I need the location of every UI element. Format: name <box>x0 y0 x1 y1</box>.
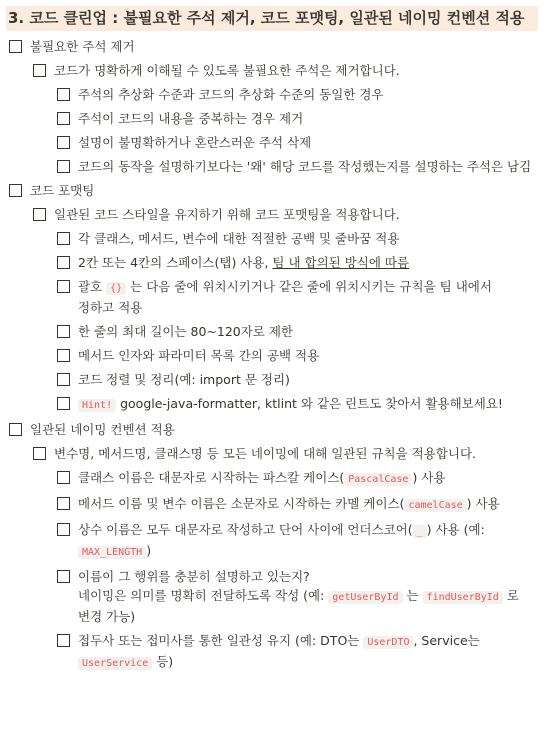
todo-item <box>0 392 544 418</box>
text-segment: 2칸 또는 4칸의 스페이스(탭) 사용, <box>78 255 273 270</box>
checkbox[interactable] <box>57 112 70 125</box>
todo-label: 코드의 동작을 설명하기보다는 '왜' 해당 코드를 작성했는지를 설명하는 주석은 남김 <box>78 159 532 174</box>
todo-item <box>0 442 544 466</box>
todo-label: 일관된 코드 스타일을 유지하기 위해 코드 포맷팅을 적용합니다. <box>54 207 400 222</box>
text-segment: 상수 이름은 모두 대문자로 작성하고 단어 사이에 언더스코어( <box>78 522 413 537</box>
checkbox[interactable] <box>9 184 22 197</box>
todo-item <box>0 565 544 629</box>
todo-label <box>78 394 532 415</box>
text-segment: 로 변경 가능) <box>78 588 519 624</box>
todo-label: 변수명, 메서드명, 클래스명 등 모든 네이밍에 대해 일관된 규칙을 적용합니다. <box>54 446 477 461</box>
todo-item <box>0 344 544 368</box>
text-segment: 괄호 <box>78 279 107 294</box>
text-segment: 메서드 이름 및 변수 이름은 소문자로 시작하는 카멜 케이스( <box>78 496 405 511</box>
todo-label <box>78 520 532 562</box>
todo-item <box>0 155 544 179</box>
checkbox[interactable] <box>57 570 70 583</box>
todo-label <box>78 277 532 317</box>
checkbox[interactable] <box>57 373 70 386</box>
checkbox[interactable] <box>57 471 70 484</box>
todo-label <box>78 253 532 272</box>
todo-label <box>78 494 532 515</box>
todo-item <box>0 59 544 83</box>
text-segment: ) 사용 <box>466 496 500 511</box>
underlined-text: 팀 내 합의된 방식에 따름 <box>272 255 410 270</box>
checkbox[interactable] <box>57 497 70 510</box>
todo-label: 일관된 네이밍 컨벤션 적용 <box>30 422 175 437</box>
todo-label: 한 줄의 최대 길이는 80~120자로 제한 <box>78 324 294 339</box>
checkbox[interactable] <box>57 88 70 101</box>
text-segment: 클래스 이름은 대문자로 시작하는 파스칼 케이스( <box>78 470 345 485</box>
checkbox[interactable] <box>9 423 22 436</box>
inline-code: camelCase <box>404 499 466 512</box>
todo-item <box>0 131 544 155</box>
todo-item <box>0 107 544 131</box>
section-code-formatting <box>0 179 544 418</box>
text-segment: , Service는 <box>413 633 480 648</box>
section-remove-comments <box>0 35 544 179</box>
text-segment: 등) <box>152 654 174 669</box>
inline-code: {} <box>106 282 126 295</box>
todo-item <box>0 227 544 251</box>
text-segment: ) <box>146 543 152 558</box>
text-segment: google-java-formatter, ktlint 와 같은 린트도 찾아서 활용해보세요! <box>116 396 503 411</box>
checkbox[interactable] <box>57 136 70 149</box>
inline-code: findUserById <box>423 591 503 604</box>
inline-code: UserService <box>78 657 152 670</box>
page-title: 3. 코드 클린업 : 불필요한 주석 제거, 코드 포맷팅, 일관된 네이밍 컨벤션 적용 <box>6 6 538 31</box>
todo-label <box>78 631 532 673</box>
todo-item <box>0 492 544 518</box>
checkbox[interactable] <box>57 160 70 173</box>
todo-item <box>0 179 544 203</box>
checkbox[interactable] <box>33 64 46 77</box>
text-segment: 는 다음 줄에 위치시키거나 같은 줄에 위치시키는 규칙을 팀 내에서 정하고 적용 <box>78 279 492 315</box>
text-segment: 네이밍은 의미를 명확히 전달하도록 작성 (예: <box>78 588 329 603</box>
checkbox[interactable] <box>33 447 46 460</box>
todo-item <box>0 418 544 442</box>
todo-label <box>78 567 532 626</box>
todo-item <box>0 629 544 676</box>
todo-label: 각 클래스, 메서드, 변수에 대한 적절한 공백 및 줄바꿈 적용 <box>78 231 400 246</box>
inline-code: MAX_LENGTH <box>78 546 146 559</box>
todo-item <box>0 203 544 227</box>
checkbox[interactable] <box>57 523 70 536</box>
todo-item <box>0 275 544 320</box>
todo-item <box>0 320 544 344</box>
todo-label: 주석의 추상화 수준과 코드의 추상화 수준의 동일한 경우 <box>78 87 384 102</box>
todo-item <box>0 518 544 565</box>
inline-code: _ <box>413 525 427 538</box>
checkbox[interactable] <box>33 208 46 221</box>
todo-label: 메서드 인자와 파라미터 목록 간의 공백 적용 <box>78 348 320 363</box>
todo-item <box>0 466 544 492</box>
inline-code: PascalCase <box>344 473 412 486</box>
text-segment: 이름이 그 행위를 충분히 설명하고 있는지? <box>78 569 310 584</box>
inline-code: getUserById <box>328 591 402 604</box>
checkbox[interactable] <box>57 280 70 293</box>
todo-label: 주석이 코드의 내용을 중복하는 경우 제거 <box>78 111 304 126</box>
todo-label <box>78 468 532 489</box>
checkbox[interactable] <box>57 256 70 269</box>
todo-label: 코드 정렬 및 정리(예: import 문 정리) <box>78 372 290 387</box>
checkbox[interactable] <box>57 232 70 245</box>
todo-label: 코드가 명확하게 이해될 수 있도록 불필요한 주석은 제거합니다. <box>54 63 400 78</box>
checkbox[interactable] <box>57 634 70 647</box>
text-segment: 접두사 또는 접미사를 통한 일관성 유지 (예: DTO는 <box>78 633 364 648</box>
text-segment: ) 사용 <box>412 470 446 485</box>
checkbox[interactable] <box>57 349 70 362</box>
todo-label: 설명이 불명확하거나 혼란스러운 주석 삭제 <box>78 135 312 150</box>
text-segment: ) 사용 (예: <box>426 522 485 537</box>
text-segment: 는 <box>402 588 423 603</box>
todo-item <box>0 83 544 107</box>
inline-code: Hint! <box>78 399 116 412</box>
section-naming-convention <box>0 418 544 676</box>
todo-item <box>0 35 544 59</box>
todo-label: 불필요한 주석 제거 <box>30 39 135 54</box>
todo-item <box>0 368 544 392</box>
checkbox[interactable] <box>9 40 22 53</box>
todo-list <box>0 35 544 676</box>
checkbox[interactable] <box>57 325 70 338</box>
inline-code: UserDTO <box>363 636 413 649</box>
todo-label: 코드 포맷팅 <box>30 183 95 198</box>
checkbox[interactable] <box>57 397 70 410</box>
todo-item <box>0 251 544 275</box>
